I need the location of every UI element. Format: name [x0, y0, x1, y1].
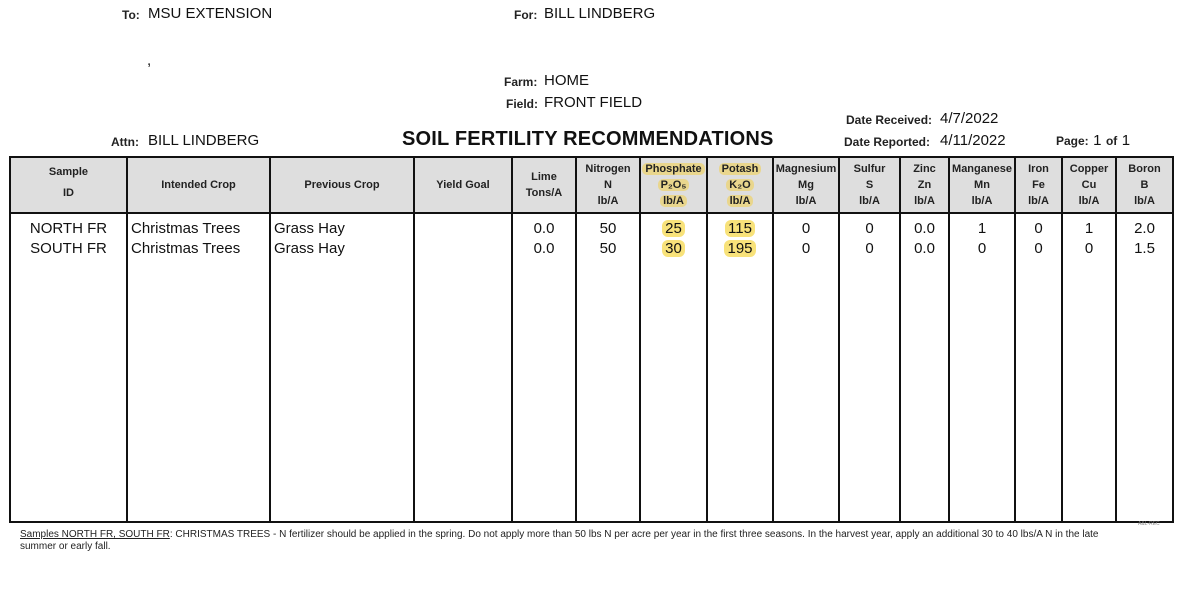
table-header-row — [10, 157, 1173, 213]
col-previous-crop: Previous Crop — [270, 157, 414, 213]
farm-label: Farm: — [504, 75, 538, 89]
for-value: BILL LINDBERG — [544, 5, 656, 22]
cell-lime: 0.0 0.0 — [512, 213, 576, 522]
cell-zinc: 0.0 0.0 — [900, 213, 949, 522]
page-title: SOIL FERTILITY RECOMMENDATIONS — [402, 128, 774, 150]
date-received-value: 4/7/2022 — [940, 110, 999, 127]
page-current: 1 — [1093, 132, 1102, 149]
cell-copper: 1 0 — [1062, 213, 1116, 522]
cell-phosphate — [640, 213, 707, 522]
col-manganese: Manganese Mn lb/A — [949, 157, 1015, 213]
cell-boron: 2.0 1.5 — [1116, 213, 1173, 522]
potash-highlight: 115 — [725, 220, 755, 237]
col-iron: Iron Fe lb/A — [1015, 157, 1062, 213]
field-value: FRONT FIELD — [544, 94, 643, 111]
footnote — [20, 529, 1120, 553]
date-reported-value: 4/11/2022 — [940, 132, 1006, 149]
footnote-text: : CHRISTMAS TREES - N fertilizer should be applied in the spring. Do not apply more than 50 lbs N per acre per year in the first three seasons. In the harvest year, apply an additional 30 to 40 lbs/A N in the late summer or early fall. — [20, 529, 1099, 552]
phosphate-highlight: 25 — [662, 220, 685, 237]
cell-yield-goal — [414, 213, 512, 522]
table-body — [10, 213, 1173, 522]
cell-sample-id: NORTH FR SOUTH FR — [10, 213, 127, 522]
footnote-samples-label: Samples NORTH FR, SOUTH FR — [20, 529, 170, 540]
field-label: Field: — [506, 97, 538, 111]
col-zinc: Zinc Zn lb/A — [900, 157, 949, 213]
for-label: For: — [514, 8, 538, 22]
attn-label: Attn: — [111, 135, 139, 149]
to-value: MSU EXTENSION — [148, 5, 273, 22]
col-lime: Lime Tons/A — [512, 157, 576, 213]
col-intended-crop: Intended Crop — [127, 157, 270, 213]
form-code: A&L-REC — [1138, 521, 1160, 527]
potash-highlight: 195 — [724, 240, 755, 257]
col-yield-goal: Yield Goal — [414, 157, 512, 213]
page-of: of — [1105, 134, 1118, 148]
date-received-label: Date Received: — [846, 113, 933, 127]
to-label: To: — [122, 8, 140, 22]
col-copper: Copper Cu lb/A — [1062, 157, 1116, 213]
cell-manganese: 1 0 — [949, 213, 1015, 522]
cell-magnesium: 0 0 — [773, 213, 839, 522]
date-reported-label: Date Reported: — [844, 135, 931, 149]
page-total: 1 — [1121, 132, 1131, 149]
farm-value: HOME — [544, 72, 589, 89]
cell-previous-crop: Grass Hay Grass Hay — [270, 213, 414, 522]
cell-nitrogen: 50 50 — [576, 213, 640, 522]
cell-sulfur: 0 0 — [839, 213, 900, 522]
page-indicator — [1056, 132, 1130, 150]
cell-iron: 0 0 — [1015, 213, 1062, 522]
attn-value: BILL LINDBERG — [148, 132, 260, 149]
col-potash: Potash K₂O lb/A — [707, 157, 773, 213]
recommendations-table — [9, 156, 1174, 523]
col-magnesium: Magnesium Mg lb/A — [773, 157, 839, 213]
col-boron: Boron B lb/A — [1116, 157, 1173, 213]
phosphate-highlight: 30 — [662, 240, 685, 257]
col-nitrogen: Nitrogen N lb/A — [576, 157, 640, 213]
address-line: , — [147, 52, 152, 69]
col-phosphate: Phosphate P₂O₅ lb/A — [640, 157, 707, 213]
cell-potash — [707, 213, 773, 522]
col-sample-id: Sample ID — [10, 157, 127, 213]
cell-intended-crop: Christmas Trees Christmas Trees — [127, 213, 270, 522]
page-label: Page: — [1056, 134, 1089, 148]
col-sulfur: Sulfur S lb/A — [839, 157, 900, 213]
